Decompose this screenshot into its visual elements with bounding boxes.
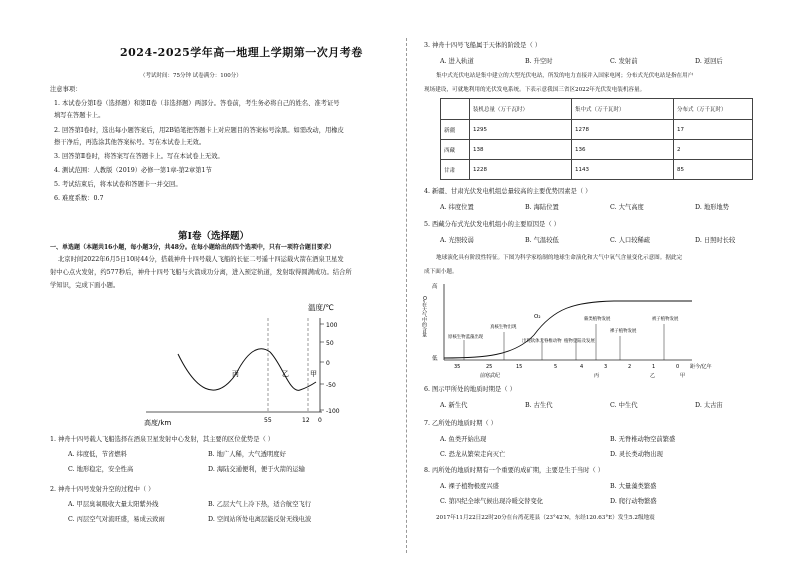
y-tick-label: -100 bbox=[326, 408, 340, 415]
x-tick-label: 4 bbox=[580, 364, 584, 370]
column-divider bbox=[406, 38, 408, 553]
x-tick-label: 15 bbox=[516, 364, 523, 370]
exam-subtitle: （考试时间：75分钟 试卷满分：100分） bbox=[140, 73, 242, 79]
q4-option-d[interactable]: D. 地形地势 bbox=[695, 204, 730, 211]
x-tick-label: 0 bbox=[676, 364, 680, 370]
table-row bbox=[441, 140, 753, 160]
q5-option-a[interactable]: A. 光照较弱 bbox=[440, 237, 474, 244]
q1-option-a[interactable]: A. 纬度低，节省燃料 bbox=[68, 451, 127, 458]
section-title: 第Ⅰ卷（选择题） bbox=[178, 231, 249, 242]
q2-option-b[interactable]: B. 乙层大气上冷下热，适合航空飞行 bbox=[208, 501, 312, 508]
question-5-stem: 5. 西藏分布式光伏发电机组小的主要原因是（ ） bbox=[424, 221, 560, 228]
passage-line: 学知识，完成下面小题。 bbox=[50, 282, 120, 289]
table-header bbox=[441, 99, 470, 120]
q5-option-d[interactable]: D. 日照时长较 bbox=[695, 237, 736, 244]
x-tick-label: 25 bbox=[486, 364, 493, 370]
era-label: 前寒武纪 bbox=[480, 373, 501, 379]
question-4-stem: 4. 新疆、甘肃光伏发电机组总量较高的主要优势因素是（ ） bbox=[424, 188, 592, 195]
passage-line: 地球演化具有阶段性特征。下图为科学家绘制的地球生命演化和大气中氧气含量变化示意图。据此完 bbox=[436, 255, 683, 261]
note-line: 填写在答题卡上。 bbox=[54, 112, 105, 119]
question-7-stem: 7. 乙所处的地质时期（ ） bbox=[424, 420, 497, 427]
x-tick-label: 35 bbox=[454, 364, 461, 370]
x-tick-label: 5 bbox=[554, 364, 558, 370]
y-tick-label: -50 bbox=[326, 382, 336, 389]
q5-option-c[interactable]: C. 人口较稀疏 bbox=[610, 237, 651, 244]
table-cell: 1143 bbox=[572, 160, 674, 180]
q7-option-d[interactable]: D. 灵长类动物出现 bbox=[610, 451, 663, 458]
note-line: 3. 回答第Ⅱ卷时，将答案写在答题卡上。写在本试卷上无效。 bbox=[54, 153, 224, 160]
note-line: 1. 本试卷分第Ⅰ卷（选择题）和第Ⅱ卷（非选择题）两部分。答卷前，考生务必将自己的姓名、准考证号 bbox=[54, 100, 340, 107]
table-cell: 西藏 bbox=[441, 140, 470, 160]
q3-option-b[interactable]: B. 升空时 bbox=[525, 58, 553, 65]
note-line: 5. 考试结束后，将本试卷和答题卡一并交回。 bbox=[54, 181, 182, 188]
chart-xlabel: 距今/亿年 bbox=[690, 364, 712, 370]
era-label: 丙 bbox=[594, 373, 600, 379]
q4-option-b[interactable]: B. 海陆位置 bbox=[525, 204, 559, 211]
q1-option-c[interactable]: C. 地形稳定，安全性高 bbox=[68, 466, 134, 473]
passage-line: 北京时间2022年6月5日10时44分，搭载神舟十四号载人飞船的长征二号遥十四运载火箭在酒泉卫星发 bbox=[58, 256, 344, 263]
x-tick-label: 3 bbox=[604, 364, 608, 370]
table-cell: 1295 bbox=[470, 120, 572, 140]
curve-label: O₂ bbox=[534, 314, 541, 320]
x-tick-label: 55 bbox=[264, 417, 272, 424]
note-line: 6. 难度系数：0.7 bbox=[54, 195, 104, 202]
chart-y-high: 高 bbox=[432, 284, 438, 290]
q8-option-a[interactable]: A. 裸子植物极度兴盛 bbox=[440, 483, 499, 490]
q6-option-a[interactable]: A. 新生代 bbox=[440, 402, 468, 409]
q3-option-a[interactable]: A. 进入轨道 bbox=[440, 58, 474, 65]
event-label: 裸子植物发展 bbox=[610, 329, 637, 334]
q6-option-d[interactable]: D. 太古宙 bbox=[695, 402, 723, 409]
y-tick-label: 0 bbox=[326, 360, 330, 367]
q5-option-b[interactable]: B. 气温较低 bbox=[525, 237, 559, 244]
life-evolution-oxygen-chart bbox=[421, 280, 754, 380]
chart-y-low: 低 bbox=[432, 356, 438, 362]
q2-option-c[interactable]: C. 丙层空气对流旺盛，易成云致雨 bbox=[68, 516, 165, 523]
oxygen-curve bbox=[444, 301, 692, 358]
section-instruction: 一、单选题（本题共16小题，每小题3分，共48分。在每小题给出的四个选项中，只有一项符合题目要求） bbox=[50, 244, 335, 251]
event-label: 原核生物蓝藻出现 bbox=[448, 335, 484, 340]
q7-option-c[interactable]: C. 恐龙从繁荣走向灭亡 bbox=[440, 451, 506, 458]
table-header-row bbox=[441, 99, 753, 120]
exam-title: 2024-2025学年高一地理上学期第一次月考卷 bbox=[120, 46, 363, 59]
passage-line: 现场建设，可就地利用的光伏发电系统。下表示意我国三省区2022年光伏发电装机容量。 bbox=[424, 87, 646, 93]
table-cell: 甘肃 bbox=[441, 160, 470, 180]
era-label: 甲 bbox=[680, 373, 686, 379]
event-label: 蕨类植物发展 bbox=[584, 317, 611, 322]
table-header: 集中式（万千瓦时） bbox=[572, 99, 674, 120]
question-2-stem: 2. 神舟十四号发射升空的过程中（ ） bbox=[50, 486, 155, 493]
table-cell: 新疆 bbox=[441, 120, 470, 140]
table-header: 装机总量（万千瓦时） bbox=[470, 99, 572, 120]
table-cell: 1278 bbox=[572, 120, 674, 140]
event-label: 被子植物发展 bbox=[652, 317, 679, 322]
y-tick-label: 50 bbox=[326, 340, 334, 347]
q6-option-c[interactable]: C. 中生代 bbox=[610, 402, 638, 409]
event-label: 植物登陆及发展 bbox=[564, 339, 595, 344]
layer-label-b: 乙 bbox=[282, 370, 289, 378]
q2-option-d[interactable]: D. 空间站所处电离层能反射无线电波 bbox=[208, 516, 312, 523]
chart-ylabel: O₂在大气中的含量 bbox=[421, 296, 427, 337]
x-tick-label: 12 bbox=[302, 417, 310, 424]
note-line: 4. 测试范围：人教版（2019）必修一第1章-第2章第1节 bbox=[54, 167, 212, 174]
x-tick-label: 2 bbox=[628, 364, 632, 370]
table-row bbox=[441, 120, 753, 140]
x-tick-label: 0 bbox=[318, 417, 322, 424]
q7-option-a[interactable]: A. 鱼类开始出现 bbox=[440, 436, 487, 443]
q1-option-b[interactable]: B. 地广人稀，大气透明度好 bbox=[208, 451, 286, 458]
chart-xlabel: 高度/km bbox=[144, 419, 172, 427]
chart-ylabel: 温度/℃ bbox=[308, 303, 334, 312]
question-6-stem: 6. 图示甲所处的地质时期是（ ） bbox=[424, 386, 516, 393]
passage-line: 成下面小题。 bbox=[424, 269, 458, 275]
q6-option-b[interactable]: B. 古生代 bbox=[525, 402, 553, 409]
passage-line: 射中心点火发射，约577秒后，神舟十四号飞船与火箭成功分离，进入预定轨道，发射取得圆满成功。结合所 bbox=[50, 269, 352, 276]
table-cell: 17 bbox=[674, 120, 753, 140]
q4-option-c[interactable]: C. 大气高度 bbox=[610, 204, 644, 211]
table-cell: 136 bbox=[572, 140, 674, 160]
question-8-stem: 8. 丙所处的地质时期有一个重要的成矿期，主要是生于当时（ ） bbox=[424, 467, 605, 474]
question-1-stem: 1. 神舟十四号载人飞船选择在酒泉卫星发射中心发射，其主要的区位优势是（ ） bbox=[50, 436, 275, 443]
table-cell: 1228 bbox=[470, 160, 572, 180]
table-cell: 138 bbox=[470, 140, 572, 160]
passage-line: 2017年11月22日22时20分在台湾花莲县（23°42′N，东经120.63°E）发生5.2级地震 bbox=[436, 515, 655, 521]
layer-label-a: 甲 bbox=[310, 370, 317, 378]
passage-line: 集中式光伏电站是集中建立的大型光伏电站，所发的电力直接并入国家电网；分布式光伏电站是指在用户 bbox=[436, 73, 694, 79]
note-line: 2. 回答第Ⅰ卷时，选出每小题答案后，用2B铅笔把答题卡上对应题目的答案标号涂黑。如需改动，用橡皮 bbox=[54, 127, 344, 134]
table-row bbox=[441, 160, 753, 180]
note-line: 擦干净后，再选涂其他答案标号。写在本试卷上无效。 bbox=[54, 139, 206, 146]
q7-option-b[interactable]: B. 无脊椎动物空前繁盛 bbox=[610, 436, 676, 443]
solar-capacity-table bbox=[440, 98, 753, 180]
event-label: 出现软体无脊椎动物 bbox=[522, 339, 562, 344]
q3-option-d[interactable]: D. 返回后 bbox=[695, 58, 723, 65]
question-3-stem: 3. 神舟十四号飞船属于天体的阶段是（ ） bbox=[424, 42, 542, 49]
layer-label-c: 丙 bbox=[232, 370, 239, 378]
q4-option-a[interactable]: A. 纬度位置 bbox=[440, 204, 474, 211]
table-header: 分布式（万千瓦时） bbox=[674, 99, 753, 120]
y-tick-label: 100 bbox=[326, 322, 338, 329]
event-label: 真核生物出现 bbox=[490, 325, 517, 330]
q3-option-c[interactable]: C. 发射前 bbox=[610, 58, 638, 65]
notes-heading: 注意事项： bbox=[50, 86, 82, 93]
q8-option-d[interactable]: D. 爬行动物繁盛 bbox=[610, 498, 657, 505]
table-cell: 2 bbox=[674, 140, 753, 160]
x-tick-label: 1 bbox=[652, 364, 656, 370]
era-label: 乙 bbox=[650, 373, 656, 379]
atmosphere-temperature-chart bbox=[140, 294, 380, 429]
temperature-curve bbox=[178, 349, 316, 391]
q8-option-b[interactable]: B. 大量藻类繁盛 bbox=[610, 483, 657, 490]
q8-option-c[interactable]: C. 第四纪全球气候出现冷暖交替变化 bbox=[440, 498, 544, 505]
q2-option-a[interactable]: A. 甲层臭氧吸收大量太阳紫外线 bbox=[68, 501, 159, 508]
table-cell: 85 bbox=[674, 160, 753, 180]
q1-option-d[interactable]: D. 海陆交通便利，便于火箭的运输 bbox=[208, 466, 305, 473]
